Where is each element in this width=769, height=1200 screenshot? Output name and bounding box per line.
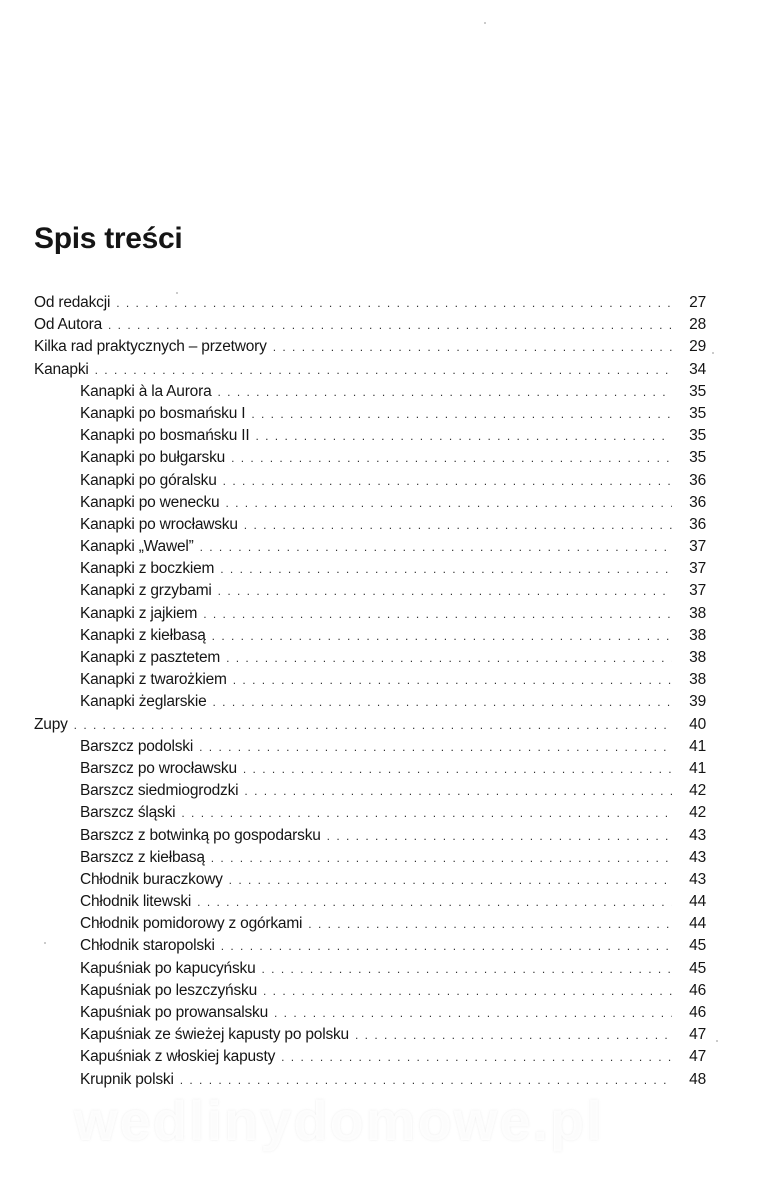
toc-entry — [34, 980, 706, 1002]
toc-entry-page-number: 46 — [689, 981, 706, 999]
toc-entry-page-number: 41 — [689, 759, 706, 777]
toc-entry-page-number: 43 — [689, 826, 706, 844]
toc-entry-page-number: 35 — [689, 404, 706, 422]
paper-speck — [712, 352, 714, 354]
toc-entry — [34, 647, 706, 669]
toc-entry — [34, 1046, 706, 1068]
toc-entry — [34, 403, 706, 425]
toc-entry-page-number: 48 — [689, 1070, 706, 1088]
dot-leader — [116, 292, 672, 314]
toc-entry — [34, 825, 706, 847]
toc-entry-label: Barszcz siedmiogrodzki — [80, 782, 239, 800]
paper-speck — [176, 292, 178, 294]
toc-entry-label: Kanapki po bosmańsku I — [80, 404, 246, 422]
toc-entry-label: Kanapki à la Aurora — [80, 382, 212, 400]
toc-entry-label: Kanapki „Wawel” — [80, 538, 194, 556]
toc-entry — [34, 935, 706, 957]
toc-entry-label: Kanapki po bułgarsku — [80, 449, 226, 467]
toc-entry — [34, 580, 706, 602]
toc-entry-page-number: 37 — [689, 560, 706, 578]
dot-leader — [229, 869, 672, 891]
toc-entry-page-number: 40 — [689, 715, 706, 733]
toc-entry — [34, 958, 706, 980]
toc-entry-label: Barszcz podolski — [80, 737, 194, 755]
toc-entry-label: Chłodnik litewski — [80, 893, 192, 911]
toc-entry-page-number: 29 — [689, 338, 706, 356]
paper-speck — [484, 22, 486, 24]
dot-leader — [308, 913, 672, 935]
toc-entry — [34, 669, 706, 691]
toc-entry — [34, 691, 706, 713]
toc-entry — [34, 603, 706, 625]
toc-entry-label: Kapuśniak po prowansalsku — [80, 1004, 269, 1021]
dot-leader — [226, 647, 672, 669]
paper-speck — [44, 942, 46, 944]
toc-entry — [34, 359, 706, 381]
dot-leader — [274, 1002, 672, 1024]
toc-entry-label: Kanapki żeglarskie — [80, 693, 207, 711]
paper-speck — [716, 1040, 718, 1042]
toc-entry — [34, 891, 706, 913]
toc-entry-label: Kanapki z twarożkiem — [80, 671, 227, 689]
toc-entry — [34, 913, 706, 935]
toc-entry-page-number: 43 — [689, 848, 706, 866]
dot-leader — [244, 514, 672, 536]
toc-entry — [34, 780, 706, 802]
toc-entry — [34, 625, 706, 647]
toc-entry-label: Kanapki po góralsku — [80, 471, 217, 489]
toc-entry-label: Barszcz z botwinką po gospodarsku — [80, 826, 321, 844]
dot-leader — [197, 891, 672, 913]
toc-entry-label: Barszcz śląski — [80, 804, 176, 822]
toc-entry — [34, 314, 706, 336]
toc-entry-page-number: 35 — [689, 427, 706, 445]
toc-entry — [34, 492, 706, 514]
toc-entry-label: Chłodnik staropolski — [80, 937, 215, 955]
toc-entry-label: Kanapki po wenecku — [80, 493, 220, 511]
toc-entry — [34, 1002, 706, 1024]
dot-leader — [281, 1046, 672, 1068]
toc-entry-label: Kanapki z kiełbasą — [80, 626, 206, 644]
toc-entry — [34, 425, 706, 447]
dot-leader — [233, 669, 672, 691]
dot-leader — [243, 758, 672, 780]
dot-leader — [212, 625, 672, 647]
toc-entry-label: Barszcz z kiełbasą — [80, 848, 205, 866]
toc-entry-label: Krupnik polski — [80, 1070, 174, 1088]
toc-entry-page-number: 38 — [689, 671, 706, 689]
toc-entry-label: Kapuśniak ze świeżej kapusty po polsku — [80, 1026, 349, 1044]
toc-entry — [34, 536, 706, 558]
dot-leader — [218, 580, 672, 602]
toc-entry-label: Kanapki — [34, 360, 89, 378]
toc-entry — [34, 758, 706, 780]
toc-entry-label: Kanapki z boczkiem — [80, 560, 215, 578]
toc-entry-page-number: 43 — [689, 870, 706, 888]
dot-leader — [355, 1024, 672, 1046]
toc-entry-label: Kanapki po wrocławsku — [80, 515, 238, 533]
toc-entry-page-number: 38 — [689, 604, 706, 622]
toc-entry — [34, 336, 706, 358]
dot-leader — [74, 714, 672, 736]
table-of-contents — [34, 292, 706, 1091]
dot-leader — [263, 980, 672, 1002]
toc-entry — [34, 847, 706, 869]
dot-leader — [199, 736, 672, 758]
toc-entry-page-number: 42 — [689, 782, 706, 800]
toc-entry-page-number: 44 — [689, 893, 706, 911]
toc-entry-page-number: 35 — [689, 382, 706, 400]
page-title: Spis treści — [34, 222, 183, 255]
toc-entry-page-number: 38 — [689, 649, 706, 666]
toc-entry-label: Od redakcji — [34, 294, 111, 311]
toc-entry-label: Od Autora — [34, 316, 102, 334]
dot-leader — [220, 558, 672, 580]
dot-leader — [200, 536, 672, 558]
toc-entry-label: Kilka rad praktycznych – przetwory — [34, 338, 267, 356]
toc-entry-label: Chłodnik pomidorowy z ogórkami — [80, 915, 303, 933]
toc-entry-page-number: 47 — [689, 1048, 706, 1066]
dot-leader — [262, 958, 673, 980]
toc-entry-page-number: 47 — [689, 1026, 706, 1044]
toc-entry-label: Zupy — [34, 715, 68, 733]
toc-entry-page-number: 34 — [689, 360, 706, 378]
toc-entry-page-number: 28 — [689, 316, 706, 334]
dot-leader — [218, 381, 673, 403]
toc-entry-page-number: 36 — [689, 493, 706, 511]
toc-entry-page-number: 36 — [689, 471, 706, 489]
dot-leader — [203, 603, 672, 625]
watermark-text: wedlinydomowe.pl — [74, 1089, 604, 1152]
toc-entry-page-number: 35 — [689, 449, 706, 467]
dot-leader — [181, 802, 672, 824]
toc-entry-label: Barszcz po wrocławsku — [80, 759, 237, 777]
toc-entry-page-number: 38 — [689, 626, 706, 644]
dot-leader — [327, 825, 672, 847]
toc-entry-page-number: 44 — [689, 915, 706, 933]
toc-entry-page-number: 39 — [689, 693, 706, 711]
toc-entry — [34, 802, 706, 824]
dot-leader — [225, 492, 672, 514]
toc-entry-page-number: 37 — [689, 538, 706, 556]
dot-leader — [231, 447, 672, 469]
toc-entry — [34, 514, 706, 536]
toc-entry-page-number: 27 — [689, 294, 706, 311]
toc-entry — [34, 1024, 706, 1046]
toc-entry-label: Kanapki z pasztetem — [80, 649, 221, 666]
dot-leader — [108, 314, 672, 336]
toc-entry — [34, 869, 706, 891]
dot-leader — [221, 935, 672, 957]
dot-leader — [273, 336, 672, 358]
toc-entry — [34, 558, 706, 580]
toc-entry — [34, 714, 706, 736]
dot-leader — [213, 691, 672, 713]
toc-entry — [34, 470, 706, 492]
toc-entry — [34, 381, 706, 403]
toc-entry — [34, 292, 706, 314]
toc-entry-label: Kapuśniak po kapucyńsku — [80, 959, 256, 977]
dot-leader — [244, 780, 672, 802]
toc-entry-page-number: 41 — [689, 737, 706, 755]
toc-entry-page-number: 45 — [689, 959, 706, 977]
toc-entry-page-number: 42 — [689, 804, 706, 822]
toc-entry-label: Kapuśniak z włoskiej kapusty — [80, 1048, 276, 1066]
toc-entry-label: Kanapki po bosmańsku II — [80, 427, 250, 445]
toc-entry-page-number: 37 — [689, 582, 706, 600]
toc-entry — [34, 447, 706, 469]
dot-leader — [223, 470, 672, 492]
toc-entry-label: Kanapki z jajkiem — [80, 604, 198, 622]
dot-leader — [255, 425, 672, 447]
dot-leader — [95, 359, 672, 381]
toc-entry-label: Chłodnik buraczkowy — [80, 870, 223, 888]
toc-entry-page-number: 46 — [689, 1004, 706, 1021]
toc-entry-page-number: 45 — [689, 937, 706, 955]
toc-entry — [34, 736, 706, 758]
dot-leader — [251, 403, 672, 425]
toc-entry-label: Kanapki z grzybami — [80, 582, 212, 600]
toc-entry-label: Kapuśniak po leszczyńsku — [80, 981, 257, 999]
toc-entry-page-number: 36 — [689, 515, 706, 533]
dot-leader — [211, 847, 672, 869]
